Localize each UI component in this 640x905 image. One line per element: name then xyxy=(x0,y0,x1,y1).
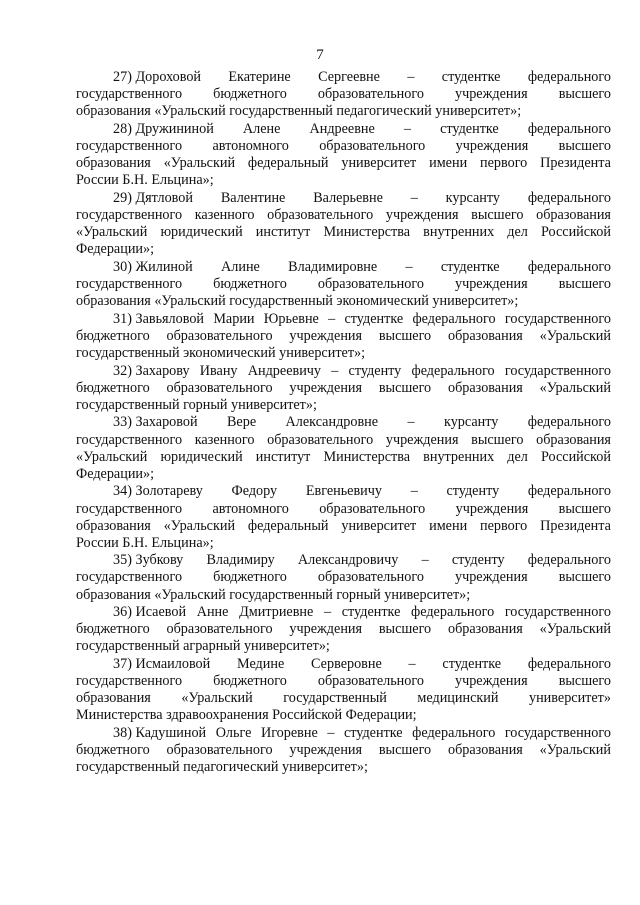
word: 36) Исаевой xyxy=(113,604,187,621)
word: образовательного xyxy=(267,206,374,223)
word: государственного xyxy=(504,362,611,379)
text-line xyxy=(76,432,611,449)
word: высшего xyxy=(378,621,432,638)
word: Владимировне xyxy=(288,258,378,275)
word: автономного xyxy=(212,137,289,154)
word: Федору xyxy=(231,483,278,500)
text-line xyxy=(76,155,611,172)
word: учреждения xyxy=(454,275,528,292)
word: образования xyxy=(447,327,523,344)
word: бюджетного xyxy=(76,379,150,396)
word: «Уральский xyxy=(76,448,148,465)
text-line: России Б.Н. Ельцина»; xyxy=(76,172,214,189)
word: Евгеньевичу xyxy=(305,483,383,500)
text-line xyxy=(76,121,611,138)
word: государственного xyxy=(76,275,183,292)
word: студенту xyxy=(446,483,500,500)
word: бюджетного xyxy=(213,569,287,586)
word: – xyxy=(323,604,332,621)
word: высшего xyxy=(471,431,524,448)
word: дел xyxy=(507,448,528,465)
word: образовательного xyxy=(317,86,424,103)
text-line: государственный экономический университет»; xyxy=(76,344,366,361)
word: учреждения xyxy=(289,327,363,344)
word: бюджетного xyxy=(213,673,287,690)
word: федерального xyxy=(527,189,611,206)
word: 28) Дружининой xyxy=(113,120,214,137)
text-line: образования «Уральский государственный экономический университет»; xyxy=(76,293,519,309)
word: образования xyxy=(447,742,523,759)
text-line xyxy=(76,552,611,569)
word: образовательного xyxy=(317,569,424,586)
word: дел xyxy=(507,224,528,241)
text-line xyxy=(76,449,611,466)
list-item xyxy=(76,121,611,189)
text-line xyxy=(76,207,611,224)
word: Александровичу xyxy=(297,552,399,569)
list-item xyxy=(76,259,611,310)
word: 29) Дятловой xyxy=(113,189,193,206)
word: Андреевичу xyxy=(247,362,322,379)
word: учреждения xyxy=(454,569,528,586)
page-number: 7 xyxy=(316,47,324,63)
word: – xyxy=(331,362,339,379)
word: 35) Зубкову xyxy=(113,552,184,569)
word: образовательного xyxy=(166,379,273,396)
word: – xyxy=(410,483,418,500)
word: высшего xyxy=(558,500,611,517)
word: высшего xyxy=(378,327,432,344)
word: Валентине xyxy=(220,189,286,206)
word: высшего xyxy=(558,673,611,690)
word: федерального xyxy=(411,362,495,379)
word: государственного xyxy=(76,86,183,103)
word: государственного xyxy=(504,604,611,621)
word: Анне xyxy=(196,604,229,621)
word: Дмитриевне xyxy=(239,604,314,621)
word: – xyxy=(327,725,335,742)
word: бюджетного xyxy=(213,86,287,103)
word: Российской xyxy=(541,448,611,465)
word: юридический xyxy=(160,224,243,241)
word: 31) Завьяловой xyxy=(113,310,205,327)
word: государственного xyxy=(76,673,183,690)
word: Президента xyxy=(540,155,611,172)
word: – xyxy=(405,258,413,275)
word: университет xyxy=(341,155,417,172)
word: студентке xyxy=(440,120,499,137)
text-line xyxy=(76,673,611,690)
text-line: государственный аграрный университет»; xyxy=(76,638,330,655)
word: студентке xyxy=(343,725,403,742)
word: Екатерине xyxy=(228,69,291,85)
word: образования xyxy=(536,206,611,223)
word: автономного xyxy=(212,500,289,517)
word: федерального xyxy=(411,604,495,621)
word: Президента xyxy=(540,517,611,534)
word: федеральный xyxy=(247,155,329,172)
text-line xyxy=(76,604,611,621)
word: учреждения xyxy=(289,621,363,638)
word: – xyxy=(407,69,415,85)
word: институт xyxy=(255,224,311,241)
word: образования xyxy=(76,690,151,707)
word: Алене xyxy=(242,120,281,137)
word: бюджетного xyxy=(76,327,150,344)
word: образования xyxy=(447,379,523,396)
word: Андреевне xyxy=(309,120,375,137)
word: Валерьевне xyxy=(313,189,383,206)
word: внутренних xyxy=(423,224,495,241)
word: федерального xyxy=(527,258,611,275)
word: Сергеевне xyxy=(318,69,380,85)
word: федерального xyxy=(412,310,496,327)
word: бюджетного xyxy=(76,742,150,759)
text-line xyxy=(76,138,611,155)
word: образовательного xyxy=(317,673,424,690)
appointment-list xyxy=(76,69,611,777)
word: студенту xyxy=(348,362,402,379)
word: федерального xyxy=(527,414,611,431)
text-line: Федерации»; xyxy=(76,241,155,258)
text-line xyxy=(76,690,611,707)
text-line: Министерства здравоохранения Российской Федерации; xyxy=(76,707,417,724)
list-item xyxy=(76,552,611,603)
word: государственного xyxy=(504,310,611,327)
word: образования xyxy=(76,517,151,534)
word: образовательного xyxy=(317,275,424,292)
word: Серверовне xyxy=(311,656,382,673)
word: «Уральский xyxy=(539,742,611,759)
word: высшего xyxy=(558,569,611,586)
word: федерального xyxy=(527,120,611,137)
word: «Уральский xyxy=(163,155,236,172)
word: федерального xyxy=(527,483,611,500)
word: образовательного xyxy=(319,137,426,154)
word: образовательного xyxy=(166,621,273,638)
word: Марии xyxy=(213,310,255,327)
word: федеральный xyxy=(247,517,329,534)
word: бюджетного xyxy=(213,275,287,292)
word: государственного xyxy=(76,569,183,586)
word: 30) Жилиной xyxy=(113,258,193,275)
text-line: государственный педагогический университет»; xyxy=(76,759,368,776)
text-line xyxy=(76,414,611,431)
word: учреждения xyxy=(454,673,528,690)
list-item xyxy=(76,725,611,776)
word: образования xyxy=(447,621,523,638)
word: образовательного xyxy=(166,742,273,759)
word: 33) Захаровой xyxy=(113,414,198,431)
word: Ивану xyxy=(199,362,238,379)
word: высшего xyxy=(558,275,611,292)
word: университет xyxy=(341,517,417,534)
text-line xyxy=(76,328,611,345)
word: 37) Исмаиловой xyxy=(113,656,211,673)
word: высшего xyxy=(558,137,611,154)
word: студентке xyxy=(442,656,502,673)
word: государственного xyxy=(76,137,183,154)
text-line xyxy=(76,363,611,380)
text-line: государственный горный университет»; xyxy=(76,396,317,413)
word: – xyxy=(410,189,418,206)
list-item xyxy=(76,363,611,414)
word: образовательного xyxy=(166,327,273,344)
word: образования xyxy=(76,155,151,172)
word: Вере xyxy=(226,414,257,431)
word: 38) Кадушиной xyxy=(113,725,207,742)
list-item xyxy=(76,69,611,120)
text-line xyxy=(76,190,611,207)
word: Медине xyxy=(237,656,285,673)
word: Ольге xyxy=(215,725,252,742)
word: внутренних xyxy=(423,448,495,465)
list-item xyxy=(76,604,611,655)
word: государственного xyxy=(504,725,611,742)
word: Министерства xyxy=(323,224,411,241)
word: Игоревне xyxy=(260,725,318,742)
text-line xyxy=(76,69,611,86)
word: Министерства xyxy=(323,448,411,465)
text-line xyxy=(76,742,611,759)
word: федерального xyxy=(527,656,611,673)
word: 34) Золотареву xyxy=(113,483,203,500)
word: «Уральский xyxy=(181,690,253,707)
text-line xyxy=(76,86,611,103)
word: имени xyxy=(429,517,468,534)
word: 32) Захарову xyxy=(113,362,190,379)
list-item xyxy=(76,483,611,551)
word: юридический xyxy=(160,448,243,465)
list-item xyxy=(76,190,611,258)
word: 27) Дороховой xyxy=(113,69,201,85)
text-line xyxy=(76,276,611,293)
text-line: образования «Уральский государственный педагогический университет»; xyxy=(76,103,522,120)
word: первого xyxy=(480,517,528,534)
text-line xyxy=(76,224,611,241)
word: федерального xyxy=(412,725,496,742)
word: федерального xyxy=(527,69,611,85)
word: государственного xyxy=(76,500,183,517)
word: учреждения xyxy=(385,206,459,223)
word: учреждения xyxy=(455,500,529,517)
text-line: России Б.Н. Ельцина»; xyxy=(76,534,214,551)
word: «Уральский xyxy=(163,517,236,534)
text-line: Федерации»; xyxy=(76,465,155,482)
word: бюджетного xyxy=(76,621,150,638)
text-line xyxy=(76,483,611,500)
word: Александровне xyxy=(285,414,379,431)
text-line xyxy=(76,621,611,638)
text-line xyxy=(76,259,611,276)
list-item xyxy=(76,311,611,362)
word: студентке xyxy=(440,258,500,275)
word: студентке xyxy=(344,310,404,327)
text-line xyxy=(76,725,611,742)
text-line xyxy=(76,656,611,673)
list-item xyxy=(76,414,611,482)
list-item xyxy=(76,656,611,724)
word: учреждения xyxy=(454,86,528,103)
word: Алине xyxy=(221,258,260,275)
word: – xyxy=(407,414,415,431)
word: – xyxy=(421,552,429,569)
word: студенту xyxy=(451,552,505,569)
word: студентке xyxy=(441,69,501,85)
text-line xyxy=(76,311,611,328)
word: образования xyxy=(536,431,611,448)
word: учреждения xyxy=(289,379,363,396)
word: студентке xyxy=(341,604,401,621)
word: «Уральский xyxy=(539,327,611,344)
word: – xyxy=(328,310,336,327)
word: «Уральский xyxy=(539,379,611,396)
word: высшего xyxy=(378,379,432,396)
word: государственного xyxy=(76,431,183,448)
word: Юрьевне xyxy=(263,310,319,327)
word: казенного xyxy=(194,431,255,448)
word: высшего xyxy=(471,206,524,223)
word: высшего xyxy=(378,742,432,759)
word: Российской xyxy=(541,224,611,241)
text-line: образования «Уральский государственный горный университет»; xyxy=(76,586,471,603)
word: медицинский xyxy=(417,690,499,707)
text-line xyxy=(76,518,611,535)
text-line xyxy=(76,501,611,518)
word: «Уральский xyxy=(539,621,611,638)
word: «Уральский xyxy=(76,224,148,241)
word: учреждения xyxy=(289,742,363,759)
word: институт xyxy=(255,448,311,465)
word: Владимиру xyxy=(206,552,275,569)
word: образовательного xyxy=(319,500,426,517)
word: казенного xyxy=(194,206,255,223)
word: высшего xyxy=(558,86,611,103)
text-line xyxy=(76,569,611,586)
word: учреждения xyxy=(455,137,529,154)
word: учреждения xyxy=(385,431,459,448)
word: университет» xyxy=(529,690,611,707)
word: имени xyxy=(429,155,468,172)
text-line xyxy=(76,380,611,397)
word: образовательного xyxy=(267,431,374,448)
word: первого xyxy=(480,155,528,172)
word: государственного xyxy=(76,206,183,223)
word: – xyxy=(403,120,411,137)
word: курсанту xyxy=(445,189,501,206)
word: – xyxy=(408,656,416,673)
word: курсанту xyxy=(444,414,499,431)
word: федерального xyxy=(527,552,611,569)
word: государственный xyxy=(283,690,387,707)
